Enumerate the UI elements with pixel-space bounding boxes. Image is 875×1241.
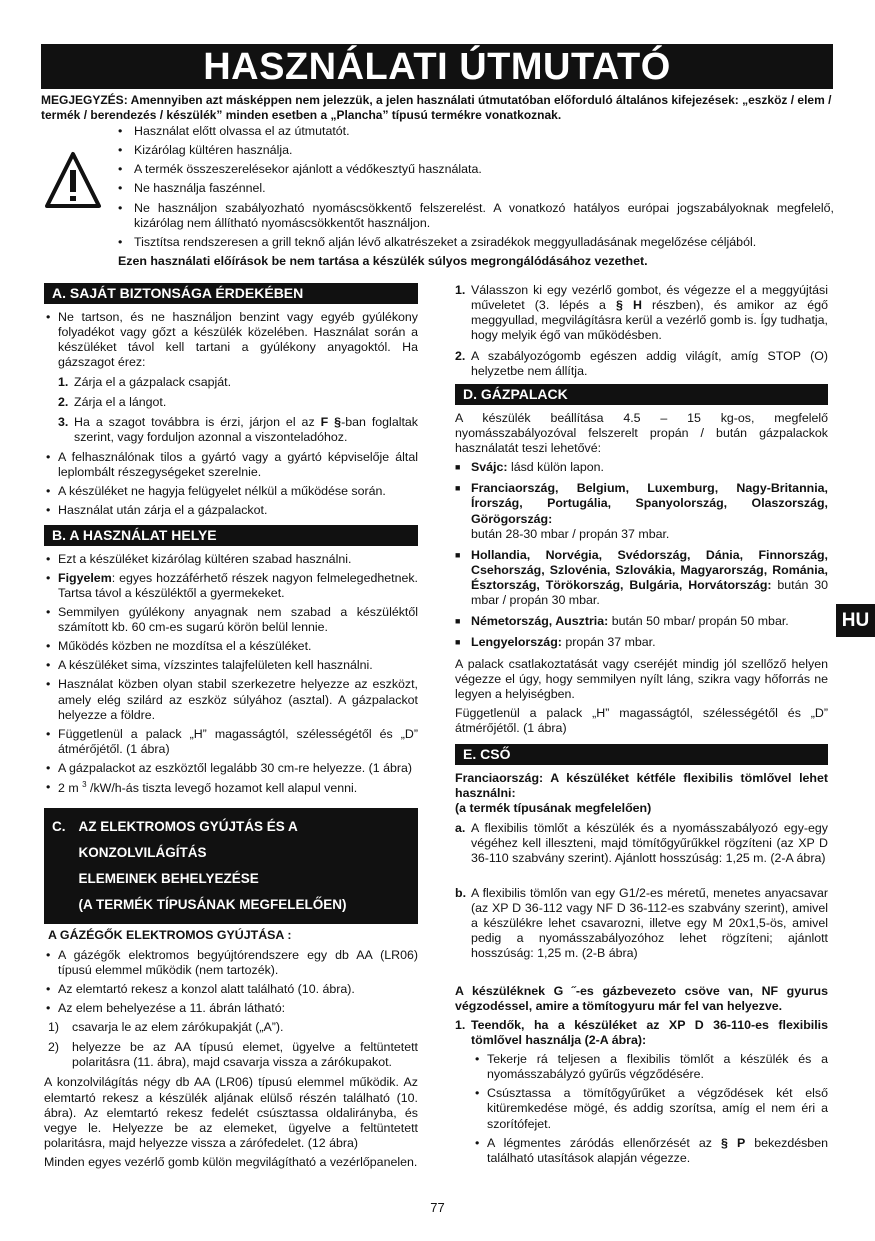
country-name: Lengyelország:	[471, 635, 562, 650]
item-text: bekezdésben található utasítások alapján végezze.	[487, 1135, 828, 1165]
step-item	[48, 1020, 418, 1035]
list-item	[44, 780, 418, 796]
item-number: 1.	[58, 374, 69, 389]
country-name: Németország, Ausztria:	[471, 614, 609, 629]
list-item: • Használat után zárja el a gázpalackot.	[44, 503, 418, 518]
paragraph: A palack csatlakoztatását vagy cseréjét mindig jól szellőző helyen végezze el úgy, hogy semmilyen nyílt láng, szikra vagy hőforrás ne legyen a helyiségben.	[455, 656, 828, 701]
page-number: 77	[430, 1200, 445, 1215]
section-e-header: E. CSŐ	[455, 744, 828, 765]
note-text: MEGJEGYZÉS: Amennyiben azt másképpen nem jelezzük, a jelen használati útmutatóban előforduló általános kifejezések: „eszköz / elem / termék / berendezés / készülék” minden esetben a „Plancha” típusú termékre vonatkoznak.	[41, 93, 832, 122]
country-value: bután 28-30 mbar / propán 37 mbar.	[471, 526, 670, 541]
country-name: Svájc:	[471, 460, 508, 475]
warning-item: • Használat előtt olvassa el az útmutatót.	[118, 124, 834, 139]
section-c-letter: C.	[52, 819, 66, 835]
country-name: Hollandia, Norvégia, Svédország, Dánia, Finnország, Csehország, Szlovénia, Szlovákia, Magyarország, Románia, Észtország, Törökország, Bulgária, Horvátország:	[471, 547, 828, 592]
step-number: 2)	[48, 1040, 60, 1055]
item-number: 2.	[58, 394, 69, 409]
item-text: 2 m	[58, 781, 83, 796]
attention-label: Figyelem	[58, 570, 112, 585]
list-item	[58, 395, 418, 410]
item-text: A flexibilis tömlőn van egy G1/2-es méretű, menetes anyacsavar (az XP D 36-112 vagy NF D 36-112-es szabvány szerint), amivel a készülékre lehet csavarozni, illetve egy M 20x1,5-ös, amivel pedig a nyomásszabályozóhoz lehet rögzíteni; ajánlott hosszúság: 1,25 m. (2-B ábra)	[471, 885, 828, 961]
warning-item: • Tisztítsa rendszeresen a grill teknő alján lévő alkatrészeket a zsiradékok meggyulladásának megelőzése céljából.	[118, 235, 834, 250]
list-item: • Használat közben olyan stabil szerkezetre helyezze az eszközt, amely elég szilárd az eszköz súlyához (asztal). A gázpalackot helyezze a földre.	[44, 677, 418, 722]
list-item: • Semmilyen gyúlékony anyagnak nem szabad a készüléktől számított kb. 60 cm-es sugarú körön belül lennie.	[44, 605, 418, 635]
language-tab: HU	[836, 604, 875, 637]
item-text: -ban foglaltak szerint, vagy forduljon azonnal a viszonteladóhoz.	[74, 414, 418, 444]
page-title: HASZNÁLATI ÚTMUTATÓ	[41, 44, 833, 89]
list-item: • Ezt a készüléket kizárólag kültéren szabad használni.	[44, 552, 418, 567]
item-text: : egyes hozzáférhető részek nagyon felmelegedhetnek. Tartsa távol a készüléktől a gyermekeket.	[58, 570, 418, 600]
step-item	[48, 1040, 418, 1070]
step-text: helyezze be az AA típusú elemet, ügyelve a feltüntetett polaritásra (11. ábra), majd csavarja vissza a zárókupakot.	[72, 1040, 418, 1070]
paragraph: A készülék beállítása 4.5 – 15 kg-os, megfelelő nyomásszabályozóval felszerelt propán / bután gázpalackok használatát teszi lehetővé:	[455, 410, 828, 455]
list-item: • Az elem behelyezése a 11. ábrán látható:	[44, 1001, 418, 1016]
warning-bold: Ezen használati előírások be nem tartása a készülék súlyos megrongálódásához vezethet.	[118, 253, 648, 268]
list-item: • Az elemtartó rekesz a konzol alatt található (10. ábra).	[44, 982, 418, 997]
warning-list	[118, 124, 834, 273]
left-column	[44, 283, 418, 1174]
paragraph: A készüléknek G ˝-es gázbevezeto csöve van, NF gyurus végzodéssel, amire a tömítogyuru már fel van helyezve.	[455, 983, 828, 1013]
item-text: A flexibilis tömlőt a készülék és a nyomásszabályozó egy-egy végéhez kell illeszteni, majd tömítőgyűrűkkel rögzíteni (az XP D 36-110 szabvány szerint). Ajánlott hosszúság: 1,25 m. (2-A ábra)	[471, 820, 828, 865]
paragraph: A konzolvilágítás négy db AA (LR06) típusú elemmel működik. Az elemtartó rekesz a készülék aljának elülső részén található (10. ábra). Az elemtartó rekesz fedelét csúsztassa oldalirányba, és vegye le. Helyezze be az elemeket, ügyelve a feltüntetett polaritásra, majd helyezze vissza a zárófedelet. (12 ábra)	[44, 1075, 418, 1150]
list-item: • Csúsztassa a tömítőgyűrűket a végződések két első kitüremkedése mögé, és addig szorítsa, amíg el nem éri a szorítófejet.	[473, 1086, 828, 1131]
step-text: csavarja le az elem zárókupakját („A”).	[72, 1020, 284, 1034]
warning-item: • Ne használjon szabályozható nyomáscsökkentő felszerelést. A vonatkozó hatályos európai jogszabályoknak megfelelő, kizárólag nem állítható nyomáscsökkentőt használjon.	[118, 201, 834, 231]
item-text: /kW/h-ás tiszta levegő hozamot kell alapul venni.	[86, 781, 358, 796]
item-number: 1.	[455, 1017, 466, 1032]
section-ref: F §	[320, 414, 342, 429]
country-value: bután 30 mbar / propán 30 mbar.	[471, 578, 828, 608]
country-item	[455, 635, 828, 650]
item-text: Zárja el a gázpalack csapját.	[74, 374, 232, 389]
item-text: Zárja el a lángot.	[74, 394, 167, 409]
paragraph: Minden egyes vezérlő gomb külön megvilágítható a vezérlőpanelen.	[44, 1155, 418, 1169]
right-column	[455, 283, 828, 1170]
country-item	[455, 460, 828, 475]
section-c-title-line: ELEMEINEK BEHELYEZÉSE	[78, 871, 259, 887]
section-c-title-line: AZ ELEKTROMOS GYÚJTÁS ÉS A KONZOLVILÁGÍTÁS	[78, 819, 298, 861]
country-value: propán 37 mbar.	[561, 635, 656, 650]
list-item: • A gázégők elektromos begyújtórendszere egy db AA (LR06) típusú elemmel működik (nem tartozék).	[44, 948, 418, 978]
list-item	[455, 349, 828, 379]
item-number: 3.	[58, 414, 69, 429]
section-ref: § H	[616, 298, 642, 313]
warning-icon	[44, 150, 102, 212]
paragraph: Franciaország: A készüléket kétféle flexibilis tömlővel lehet használni:	[455, 771, 828, 801]
section-c-header	[44, 808, 418, 924]
item-letter: a.	[455, 820, 466, 835]
list-item	[473, 1136, 828, 1166]
item-text: A légmentes záródás ellenőrzését az	[487, 1135, 721, 1150]
list-item: • A készüléket ne hagyja felügyelet nélkül a működése során.	[44, 484, 418, 499]
paragraph: Függetlenül a palack „H” magasságtól, szélességétől és „D” átmérőjétől. (1 ábra)	[455, 705, 828, 735]
section-c-title-line: (A TERMÉK TÍPUSÁNAK MEGFELELŐEN)	[78, 897, 347, 913]
superscript: 3	[82, 780, 87, 790]
item-number: 2.	[455, 348, 466, 363]
list-item: • A gázpalackot az eszköztől legalább 30 cm-re helyezze. (1 ábra)	[44, 761, 418, 776]
country-value: bután 50 mbar/ propán 50 mbar.	[608, 614, 789, 629]
section-a-header: A. SAJÁT BIZTONSÁGA ÉRDEKÉBEN	[44, 283, 418, 304]
list-item	[58, 375, 418, 390]
item-text: Teendők, ha a készüléket az XP D 36-110-es flexibilis tömlővel használja (2-A ábra):	[471, 1017, 828, 1047]
list-item	[58, 415, 418, 445]
list-item	[455, 821, 828, 866]
list-item: • Működés közben ne mozdítsa el a készüléket.	[44, 639, 418, 654]
warning-item: • A termék összeszerelésekor ajánlott a védőkesztyű használata.	[118, 162, 834, 177]
country-name: ■ Franciaország, Belgium, Luxemburg, Nagy-Britannia, Írország, Portugália, Spanyolország, Olaszország, Görögország:	[471, 481, 828, 526]
item-letter: b.	[455, 885, 467, 900]
country-item	[455, 548, 828, 609]
list-item	[44, 571, 418, 601]
paragraph: (a termék típusának megfelelően)	[455, 801, 652, 816]
list-item: • Ne tartson, és ne használjon benzint vagy egyéb gyúlékony folyadékot vagy gőzt a készülék közelében. Használat során a készüléket távol kell tartani a gyúlékony anyagoktól. Ha gázszagot érez:	[44, 310, 418, 371]
step-number: 1)	[48, 1020, 60, 1034]
section-ref: § P	[721, 1135, 746, 1150]
item-text: részben), és amikor az égő meggyullad, megvilágításra kerül a vezérlő gomb is. Így tudhatja, hogy melyik égő van működésben.	[471, 298, 828, 343]
section-b-header: B. A HASZNÁLAT HELYE	[44, 525, 418, 546]
item-text: A szabályozógomb egészen addig világít, amíg STOP (O) helyzetbe nem állítja.	[471, 348, 828, 378]
list-item: • Tekerje rá teljesen a flexibilis tömlőt a készülék és a nyomásszabályzó gyűrűs végződésére.	[473, 1052, 828, 1082]
warning-item: • Kizárólag kültéren használja.	[118, 143, 834, 158]
list-item: • A felhasználónak tilos a gyártó vagy a gyártó képviselője által leplombált részegységeket szerelnie.	[44, 450, 418, 480]
country-item	[455, 481, 828, 542]
item-number: 1.	[455, 283, 466, 297]
country-item	[455, 614, 828, 629]
country-value: lásd külön lapon.	[507, 460, 604, 475]
list-item: • Függetlenül a palack „H” magasságtól, szélességétől és „D” átmérőjétől. (1 ábra)	[44, 727, 418, 757]
section-d-header: D. GÁZPALACK	[455, 384, 828, 405]
subsection-title: A GÁZÉGŐK ELEKTROMOS GYÚJTÁSA :	[48, 928, 292, 943]
item-text: Ha a szagot továbbra is érzi, járjon el az	[74, 414, 321, 429]
list-item	[455, 886, 828, 962]
list-item	[455, 1018, 828, 1048]
item-text: Válasszon ki egy vezérlő gombot, és végezze el a meggyújtási műveletet (3. lépés a	[471, 283, 828, 313]
list-item	[455, 283, 828, 344]
list-item: • A készüléket sima, vízszintes talajfelületen kell használni.	[44, 658, 418, 673]
warning-item: • Ne használja faszénnel.	[118, 181, 834, 196]
